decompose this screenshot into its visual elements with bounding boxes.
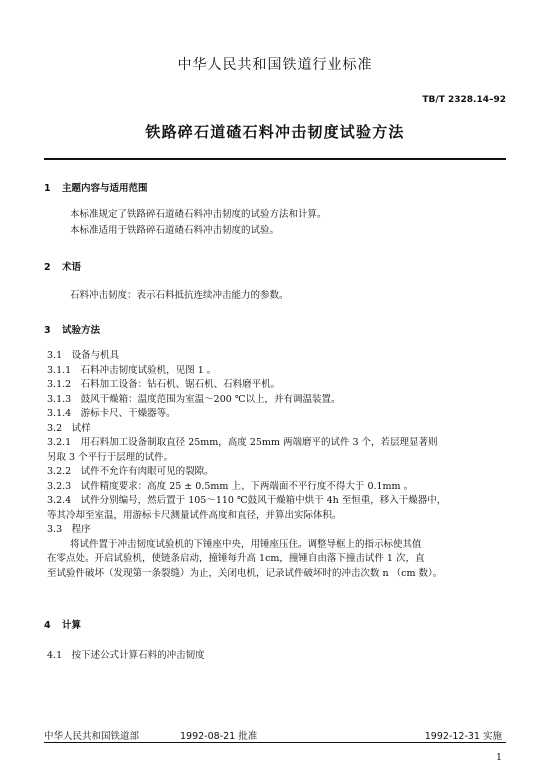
clause-3-1-2: 3.1.2 石料加工设备：钻石机、锯石机、石料磨平机。 [47,379,281,390]
section-3-number: 3 [44,325,51,336]
clause-3-2-1-line-1: 3.2.1 用石料加工设备制取直径 25mm，高度 25mm 两端磨平的试件 3 个，若层理显著则 [47,437,438,448]
clause-3-1-3: 3.1.3 鼓风干燥箱：温度范围为室温～200 ℃以上，并有调温装置。 [47,393,341,405]
section-1-paragraph-1: 本标准规定了铁路碎石道碴石料冲击韧度的试验方法和计算。 [70,209,327,220]
clause-3-3-line-3: 至试验件破坏（发现第一条裂缝）为止，关闭电机，记录试件破坏时的冲击次数 n （cm 数）。 [47,567,443,579]
clause-3-1-4: 3.1.4 游标卡尺、干燥器等。 [47,408,176,419]
clause-3-3-line-1: 将试件置于冲击韧度试验机的下锤座中央，用锤座压住。调整导框上的指示标使其值 [70,538,422,550]
section-1-number: 1 [44,183,51,194]
standard-code: TB/T 2328.14–92 [422,95,506,105]
section-4-number: 4 [44,620,51,631]
section-2-title: 术语 [62,262,82,273]
clause-4-1: 4.1 按下述公式计算石料的冲击韧度 [47,650,205,661]
issuing-authority-heading: 中华人民共和国铁道行业标准 [177,57,373,73]
clause-3-1-1: 3.1.1 石料冲击韧度试验机，见图 1 。 [47,364,217,376]
clause-3-2-1-line-2: 另取 3 个平行于层理的试件。 [47,451,174,463]
section-2-paragraph-1: 石料冲击韧度：表示石料抵抗连续冲击能力的参数。 [70,290,289,301]
section-2-number: 2 [44,262,51,273]
footer-divider [44,742,506,743]
section-2-heading [44,259,81,273]
clause-3-2-4-line-1: 3.2.4 试件分别编号，然后置于 105～110 ℃鼓风干燥箱中烘干 4h 至恒重，移入干燥器中， [47,495,447,506]
section-4-heading [44,617,81,631]
section-3-title: 试验方法 [62,325,101,336]
clause-3-2-3: 3.2.3 试件精度要求：高度 25 ± 0.5mm 上、下两端面不平行度不得大于 0.1mm 。 [47,480,414,492]
section-1-heading [44,180,148,194]
clause-3-1: 3.1 设备与机具 [47,350,120,361]
section-4-title: 计算 [62,620,82,631]
clause-3-2-4-line-2: 等其冷却至室温，用游标卡尺测量试件高度和直径，并算出实际体积。 [47,509,342,521]
section-1-paragraph-2: 本标准适用于铁路碎石道碴石料冲击韧度的试验。 [70,225,280,236]
effective-date: 1992-12-31 实施 [424,731,502,742]
clause-3-3: 3.3 程序 [47,524,91,535]
document-title: 铁路碎石道碴石料冲击韧度试验方法 [145,123,405,141]
approval-date: 1992-08-21 批准 [180,731,258,742]
clause-3-2: 3.2 试样 [47,422,91,434]
title-divider [44,158,506,160]
section-3-body [47,349,504,581]
clause-3-3-line-2: 在零点处。开启试验机，使链条启动，撞锤每升高 1cm，撞锤自由落下撞击试件 1 次，直 [47,553,425,564]
issuer-name: 中华人民共和国铁道部 [44,731,140,742]
section-1-title: 主题内容与适用范围 [62,183,148,194]
section-3-heading [44,322,100,336]
clause-3-2-2: 3.2.2 试件不允许有肉眼可见的裂隙。 [47,466,214,477]
page-number: 1 [495,752,502,763]
